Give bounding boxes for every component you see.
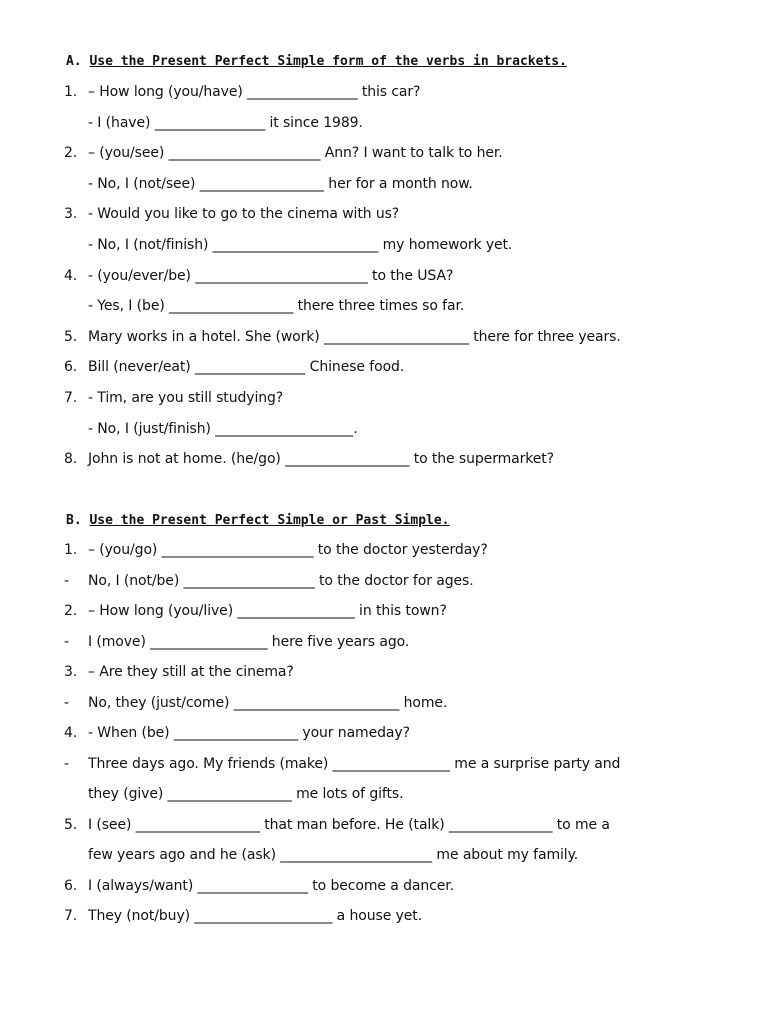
exercise-marker: 4.	[64, 725, 78, 741]
exercise-text: I (move) _________________ here five years ago.	[88, 633, 410, 650]
exercise-text: – (you/go) ______________________ to the doctor yesterday?	[88, 542, 488, 558]
exercise-text: - Would you like to go to the cinema with us?	[88, 206, 400, 223]
exercise-text: - No, I (not/finish) ________________________ my homework yet.	[88, 237, 513, 253]
exercise-marker: 6.	[64, 877, 78, 894]
exercise-text: - No, I (not/see) __________________ her for a month now.	[88, 175, 473, 192]
exercise-text: - I (have) ________________ it since 1989.	[88, 114, 363, 131]
exercise-text: they (give) __________________ me lots of gifts.	[88, 786, 404, 802]
exercise-marker: -	[64, 633, 69, 650]
exercise-text: - (you/ever/be) _________________________ to the USA?	[88, 267, 454, 284]
exercise-marker: 5.	[64, 328, 78, 345]
section-a-heading	[66, 54, 567, 69]
exercise-marker: 2.	[64, 603, 78, 619]
section-a-letter: A.	[66, 54, 82, 69]
exercise-marker: 3.	[64, 206, 78, 223]
exercise-text: No, they (just/come) ________________________ home.	[88, 694, 448, 711]
exercise-text: I (always/want) ________________ to become a dancer.	[88, 877, 454, 894]
exercise-text: Three days ago. My friends (make) _________________ me a surprise party and	[88, 755, 621, 772]
exercise-marker: 7.	[64, 908, 78, 924]
exercise-text: - Tim, are you still studying?	[88, 390, 284, 406]
exercise-text: – How long (you/have) ________________ this car?	[88, 84, 421, 100]
exercise-marker: 3.	[64, 664, 78, 680]
exercise-text: John is not at home. (he/go) __________________ to the supermarket?	[88, 451, 555, 468]
exercise-marker: 8.	[64, 451, 78, 468]
exercise-text: They (not/buy) ____________________ a house yet.	[88, 908, 423, 924]
exercise-text: few years ago and he (ask) ______________________ me about my family.	[88, 847, 579, 863]
exercise-text: – Are they still at the cinema?	[88, 664, 294, 680]
exercise-text: I (see) __________________ that man before. He (talk) _______________ to me a	[88, 816, 610, 833]
exercise-marker: 1.	[64, 84, 78, 100]
exercise-marker: 6.	[64, 359, 78, 376]
section-a-title: Use the Present Perfect Simple form of the verbs in brackets.	[89, 54, 567, 69]
exercise-marker: -	[64, 572, 69, 589]
section-b-letter: B.	[66, 513, 82, 528]
exercise-marker: 2.	[64, 145, 78, 162]
exercise-text: - Yes, I (be) __________________ there three times so far.	[88, 298, 465, 315]
exercise-text: - No, I (just/finish) ____________________.	[88, 420, 358, 437]
section-b-heading	[66, 513, 450, 528]
exercise-text: Bill (never/eat) ________________ Chinese food.	[88, 359, 405, 376]
exercise-marker: 7.	[64, 390, 78, 406]
exercise-marker: -	[64, 694, 69, 711]
exercise-text: Mary works in a hotel. She (work) _____________________ there for three years.	[88, 328, 621, 345]
exercise-marker: 5.	[64, 816, 78, 833]
exercise-marker: 1.	[64, 542, 78, 558]
exercise-marker: 4.	[64, 267, 78, 284]
exercise-text: – How long (you/live) _________________ in this town?	[88, 603, 447, 619]
exercise-text: No, I (not/be) ___________________ to the doctor for ages.	[88, 572, 474, 589]
exercise-marker: -	[64, 755, 69, 772]
exercise-text: - When (be) __________________ your nameday?	[88, 725, 410, 741]
section-b-title: Use the Present Perfect Simple or Past Simple.	[89, 513, 450, 528]
exercise-text: – (you/see) ______________________ Ann? I want to talk to her.	[88, 145, 503, 162]
